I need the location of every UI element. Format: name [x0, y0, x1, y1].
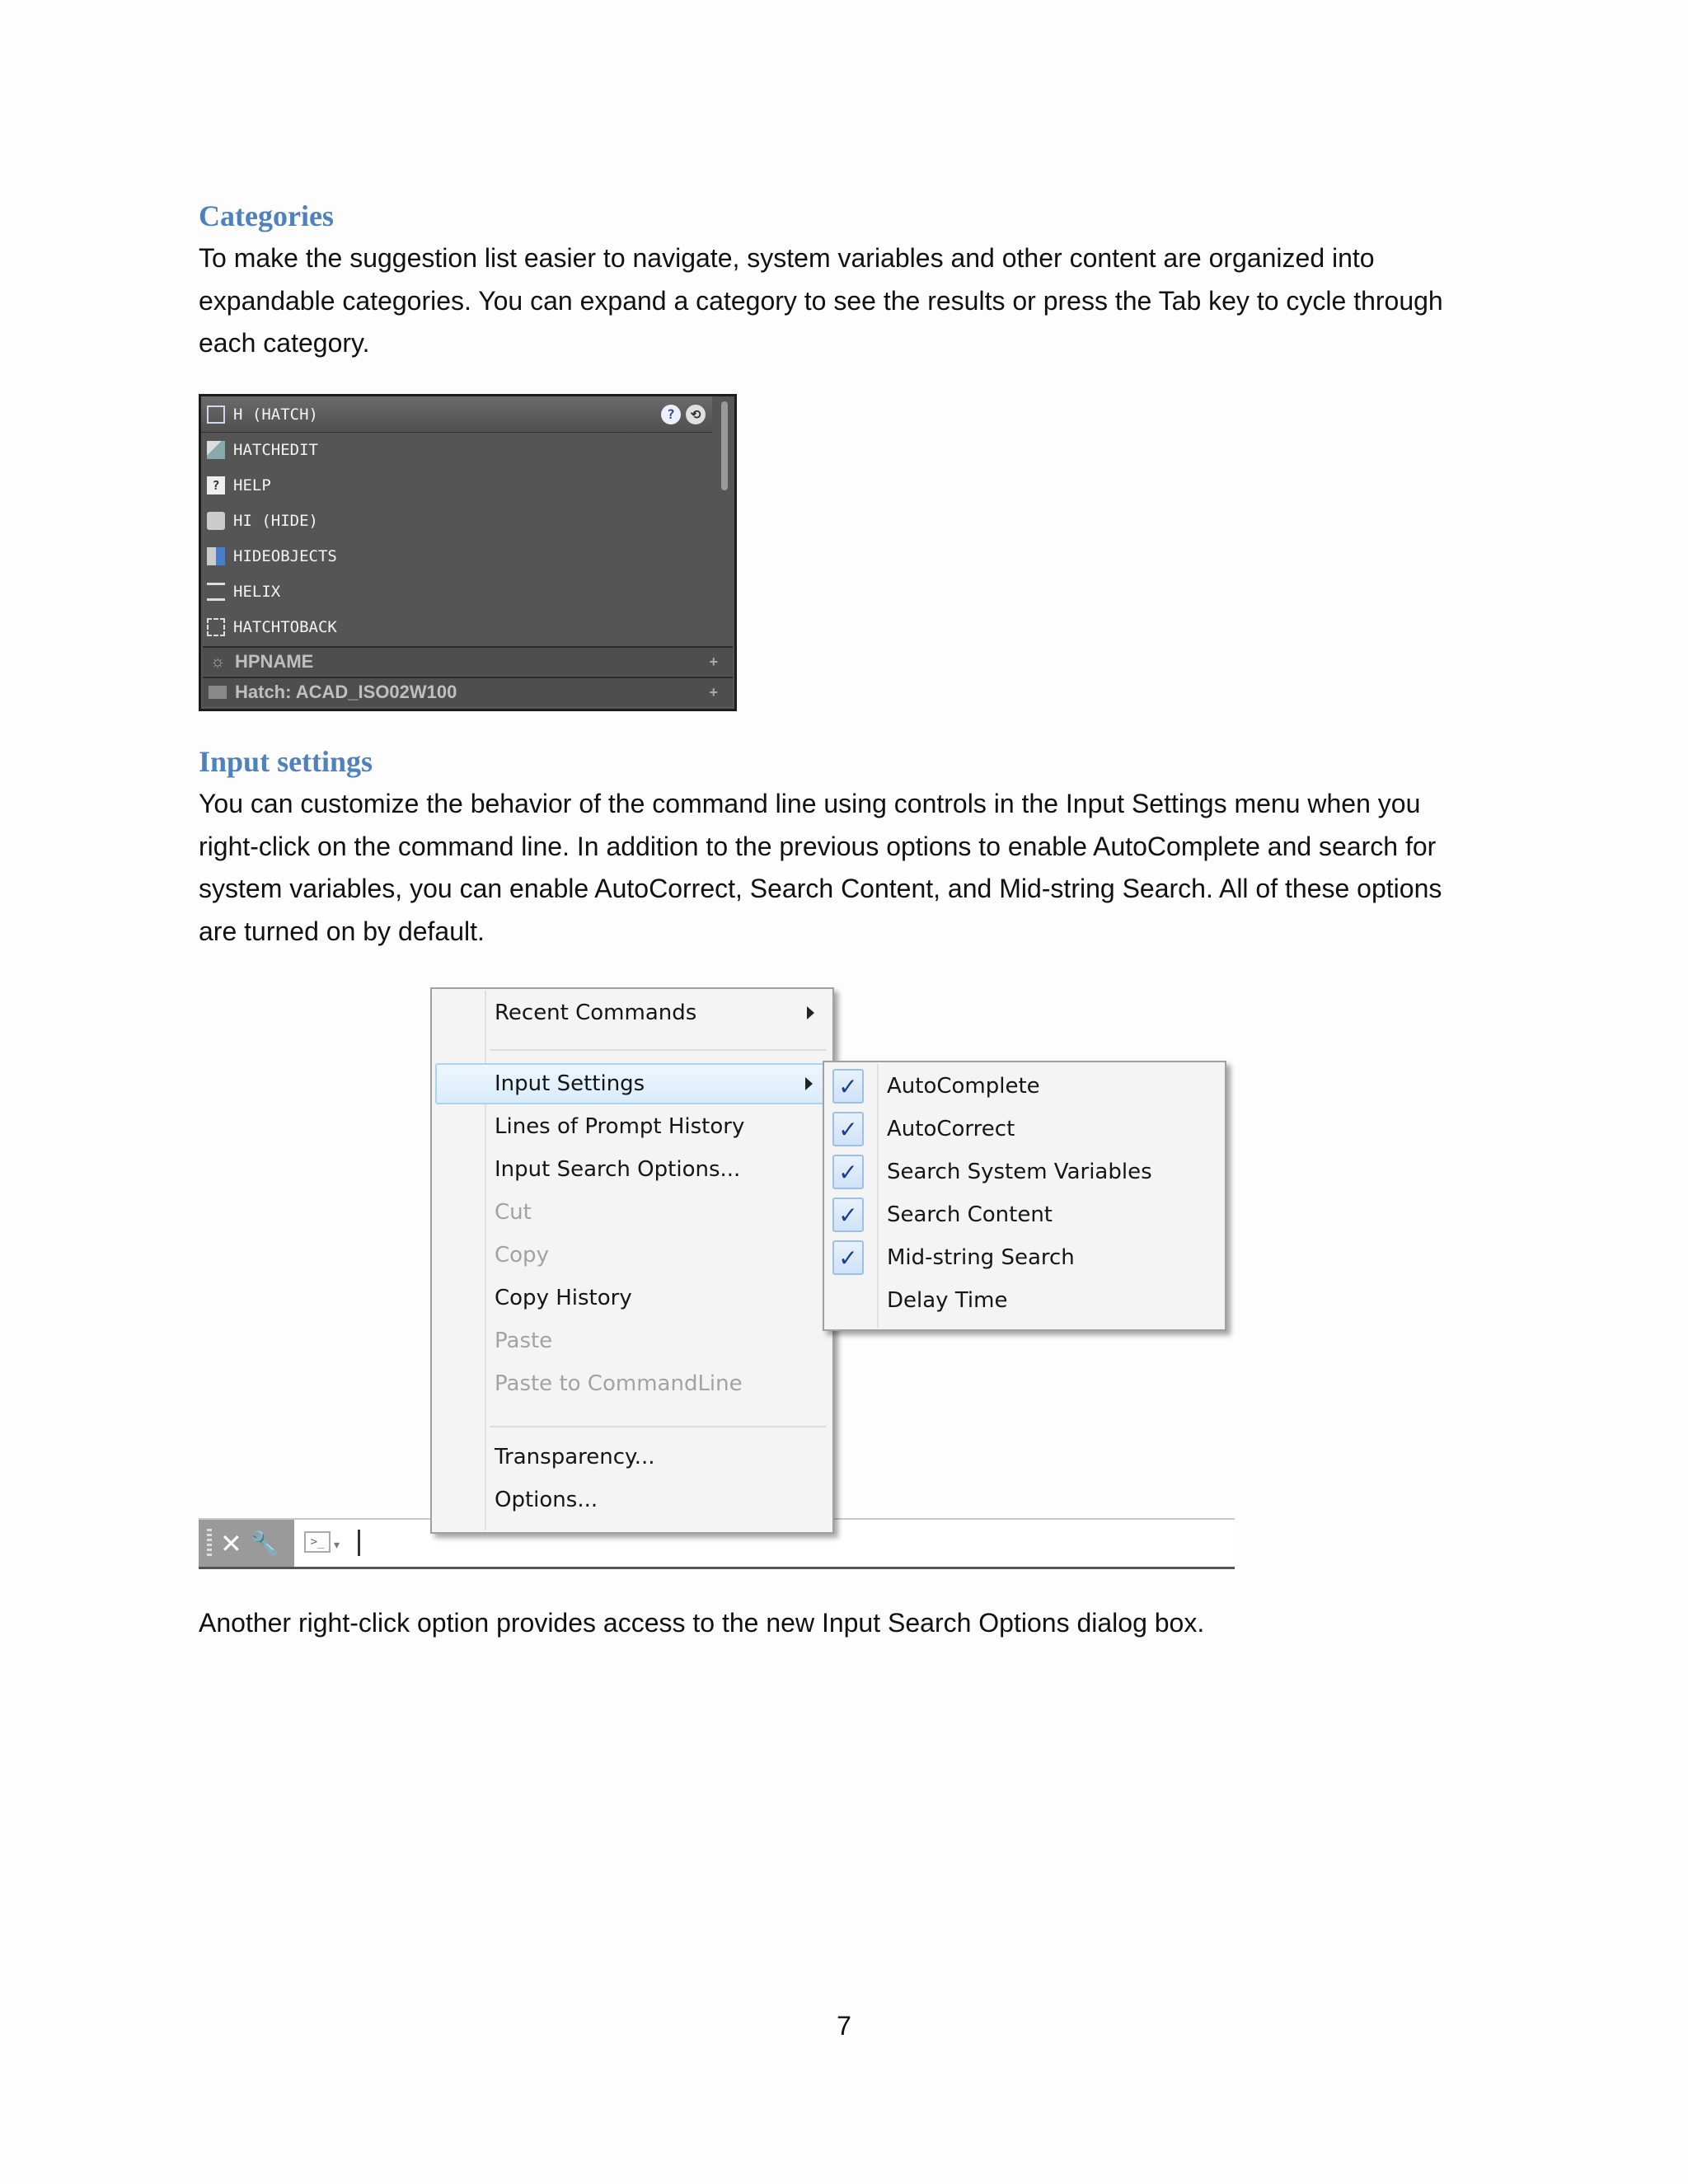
suggestion-category[interactable]	[203, 646, 733, 676]
submenu-item-autocorrect[interactable]: ✓ AutoCorrect	[828, 1108, 1221, 1150]
suggestion-item[interactable]	[201, 503, 712, 538]
submenu-item-search-content[interactable]: ✓ Search Content	[828, 1194, 1221, 1235]
expand-icon[interactable]: +	[709, 683, 718, 701]
suggestion-item[interactable]	[201, 574, 712, 609]
web-search-icon[interactable]: ⟲	[686, 405, 706, 424]
submenu-item-search-system-variables[interactable]: ✓ Search System Variables	[828, 1151, 1221, 1193]
checkmark-icon: ✓	[832, 1155, 864, 1189]
input-settings-heading: Input settings	[199, 745, 373, 778]
help-icon: ?	[207, 476, 225, 494]
checkmark-icon: ✓	[832, 1069, 864, 1104]
close-icon[interactable]: ✕	[220, 1528, 242, 1558]
suggestion-label: HATCHEDIT	[233, 440, 318, 459]
menu-separator	[490, 1426, 826, 1427]
page-number: 7	[837, 2011, 851, 2041]
context-menu	[430, 987, 834, 1534]
submenu-arrow-icon	[807, 1006, 814, 1019]
checkmark-icon: ✓	[832, 1112, 864, 1146]
suggestion-item[interactable]	[201, 609, 712, 644]
menu-item-input-search-options[interactable]: Input Search Options...	[495, 1157, 741, 1182]
suggestion-item[interactable]	[201, 467, 712, 503]
command-input-cursor[interactable]	[358, 1530, 360, 1556]
suggestion-item[interactable]	[201, 396, 712, 433]
menu-item-transparency[interactable]: Transparency...	[495, 1445, 655, 1469]
suggestion-item[interactable]	[201, 432, 712, 467]
suggestion-list-screenshot	[199, 394, 737, 711]
hatch-pattern-icon	[209, 686, 227, 699]
hatch-icon	[207, 405, 225, 424]
menu-item-cut[interactable]: Cut	[495, 1200, 532, 1225]
helix-icon	[207, 583, 225, 601]
suggestion-scrollbar[interactable]	[721, 401, 728, 490]
categories-heading: Categories	[199, 199, 334, 232]
input-settings-submenu	[823, 1061, 1226, 1331]
suggestion-item[interactable]	[201, 538, 712, 574]
command-line-toolbar	[199, 1520, 294, 1567]
hide-icon	[207, 512, 225, 530]
menu-item-copy[interactable]: Copy	[495, 1243, 549, 1268]
suggestion-label: HI (HIDE)	[233, 511, 318, 530]
submenu-item-mid-string-search[interactable]: ✓ Mid-string Search	[828, 1237, 1221, 1278]
hideobjects-icon	[207, 547, 225, 565]
suggestion-label: HELP	[233, 476, 271, 494]
checkmark-icon: ✓	[832, 1197, 864, 1232]
menu-item-options[interactable]: Options...	[495, 1488, 598, 1512]
checkmark-icon: ✓	[832, 1240, 864, 1275]
menu-item-copy-history[interactable]: Copy History	[495, 1286, 632, 1310]
category-label: Hatch: ACAD_ISO02W100	[235, 682, 457, 702]
menu-item-paste-to-commandline[interactable]: Paste to CommandLine	[495, 1371, 743, 1396]
expand-icon[interactable]: +	[709, 653, 718, 670]
submenu-item-delay-time[interactable]: Delay Time	[887, 1288, 1008, 1313]
chevron-down-icon[interactable]: ▾	[334, 1538, 340, 1551]
submenu-arrow-icon	[805, 1077, 813, 1090]
suggestion-label: HELIX	[233, 582, 281, 601]
menu-separator	[490, 1049, 826, 1051]
category-label: HPNAME	[235, 651, 314, 672]
gear-icon: ☼	[209, 652, 226, 671]
menu-item-lines-of-prompt-history[interactable]: Lines of Prompt History	[495, 1114, 745, 1139]
suggestion-label: HIDEOBJECTS	[233, 546, 337, 565]
drag-grip-icon[interactable]	[207, 1529, 212, 1558]
closing-paragraph: Another right-click option provides access to the new Input Search Options dialog box.	[199, 1608, 1205, 1638]
input-settings-paragraph: You can customize the behavior of the command line using controls in the Input Settings menu when you right-click on the command line. In addition to the previous options to enable AutoComplete and search for system variables, you can enable AutoCorrect, Search Content, and Mid-string Search. All of these options are turned on by default.	[199, 789, 1442, 946]
help-icon[interactable]: ?	[661, 405, 681, 424]
hatchtoback-icon	[207, 618, 225, 636]
suggestion-label: HATCHTOBACK	[233, 617, 337, 636]
menu-item-recent-commands[interactable]: Recent Commands	[435, 992, 829, 1033]
hatchedit-icon	[207, 441, 225, 459]
menu-item-input-settings[interactable]: Input Settings	[435, 1063, 829, 1104]
submenu-item-autocomplete[interactable]: ✓ AutoComplete	[828, 1066, 1221, 1107]
wrench-icon[interactable]: 🔧	[250, 1530, 279, 1556]
suggestion-label: H (HATCH)	[233, 405, 318, 424]
categories-paragraph: To make the suggestion list easier to navigate, system variables and other content are organized into expandable categories. You can expand a category to see the results or press the Tab key to cycle through each category.	[199, 243, 1443, 358]
menu-item-paste[interactable]: Paste	[495, 1329, 553, 1353]
suggestion-category[interactable]	[203, 677, 733, 706]
prompt-icon[interactable]: >_	[304, 1531, 331, 1553]
